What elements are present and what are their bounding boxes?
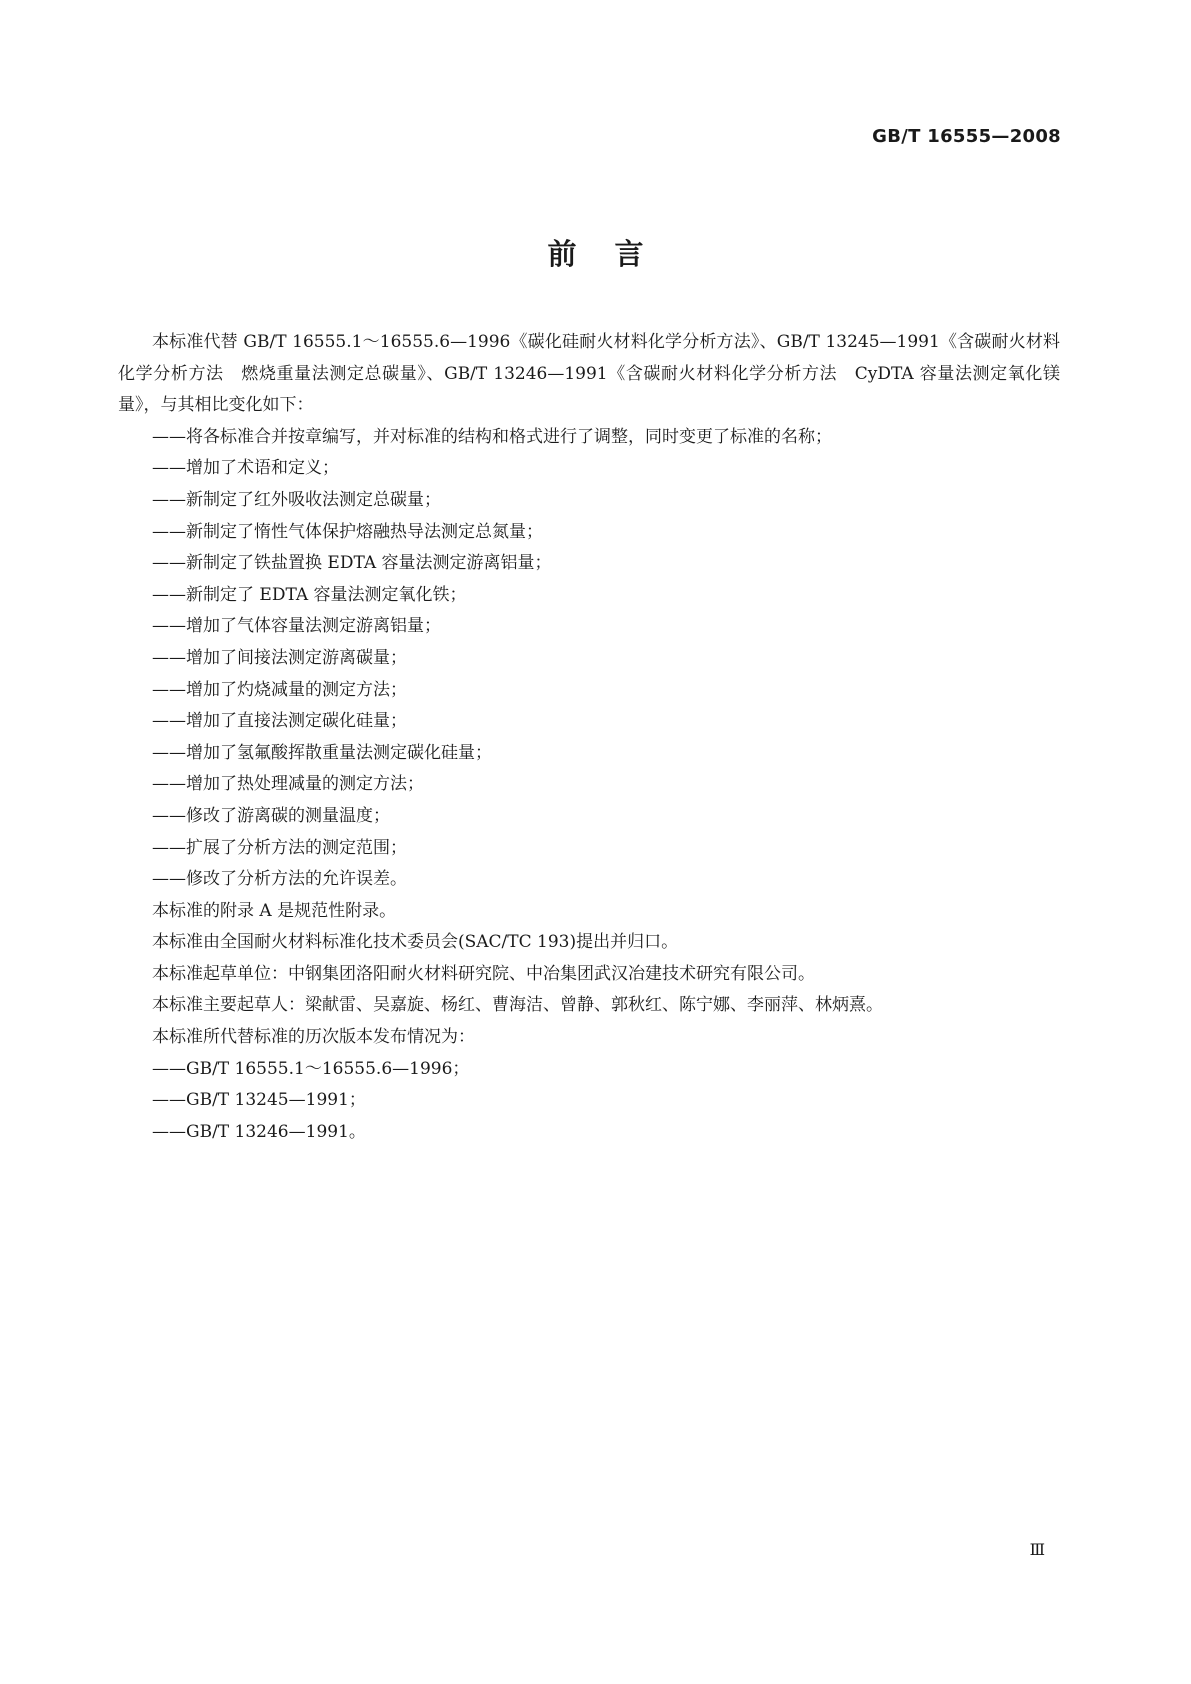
list-item: ——修改了分析方法的允许误差。	[152, 869, 407, 890]
list-item: ——GB/T 13245—1991；	[152, 1090, 366, 1111]
list-item: ——新制定了铁盐置换 EDTA 容量法测定游离铝量；	[152, 553, 552, 574]
list-item: ——新制定了红外吸收法测定总碳量；	[152, 489, 441, 510]
history-statement: 本标准所代替标准的历次版本发布情况为：	[152, 1027, 475, 1048]
list-item: ——扩展了分析方法的测定范围；	[152, 837, 407, 858]
list-item: ——增加了热处理减量的测定方法；	[152, 774, 424, 795]
list-item: ——增加了氢氟酸挥散重量法测定碳化硅量；	[152, 742, 492, 763]
list-item: ——新制定了惰性气体保护熔融热导法测定总氮量；	[152, 521, 543, 542]
changes-list	[118, 422, 1060, 896]
drafters-statement: 本标准主要起草人：梁献雷、吴嘉旋、杨红、曹海洁、曾静、郭秋红、陈宁娜、李丽萍、林炳熹。	[152, 995, 883, 1016]
list-item: ——增加了气体容量法测定游离铝量；	[152, 616, 441, 637]
list-item: ——增加了间接法测定游离碳量；	[152, 647, 407, 668]
history-list	[118, 1054, 1060, 1149]
annex-statement: 本标准的附录 A 是规范性附录。	[152, 900, 397, 921]
list-item: ——GB/T 13246—1991。	[152, 1121, 366, 1142]
list-item: ——GB/T 16555.1～16555.6—1996；	[152, 1058, 470, 1079]
page-number: Ⅲ	[1029, 1540, 1045, 1559]
list-item: ——增加了术语和定义；	[152, 458, 339, 479]
list-item: ——将各标准合并按章编写，并对标准的结构和格式进行了调整，同时变更了标准的名称；	[152, 426, 832, 447]
list-item: ——增加了灼烧减量的测定方法；	[152, 679, 407, 700]
list-item: ——新制定了 EDTA 容量法测定氧化铁；	[152, 584, 467, 605]
list-item: ——修改了游离碳的测量温度；	[152, 805, 390, 826]
page-title: 前言	[547, 237, 682, 271]
foreword-body	[118, 327, 1060, 1148]
intro-paragraph: 本标准代替 GB/T 16555.1～16555.6—1996《碳化硅耐火材料化学分析方法》、GB/T 13245—1991《含碳耐火材料化学分析方法 燃烧重量法测定总碳量》、GB/T 13246—1991《含碳耐火材料化学分析方法 CyDTA 容量法测定氧化镁量》，与其相比变化如下：	[118, 332, 1060, 416]
drafting-units-statement: 本标准起草单位：中钢集团洛阳耐火材料研究院、中冶集团武汉冶建技术研究有限公司。	[152, 963, 815, 984]
standard-code: GB/T 16555—2008	[872, 126, 1061, 147]
proposer-statement: 本标准由全国耐火材料标准化技术委员会(SAC/TC 193)提出并归口。	[152, 932, 679, 953]
list-item: ——增加了直接法测定碳化硅量；	[152, 711, 407, 732]
